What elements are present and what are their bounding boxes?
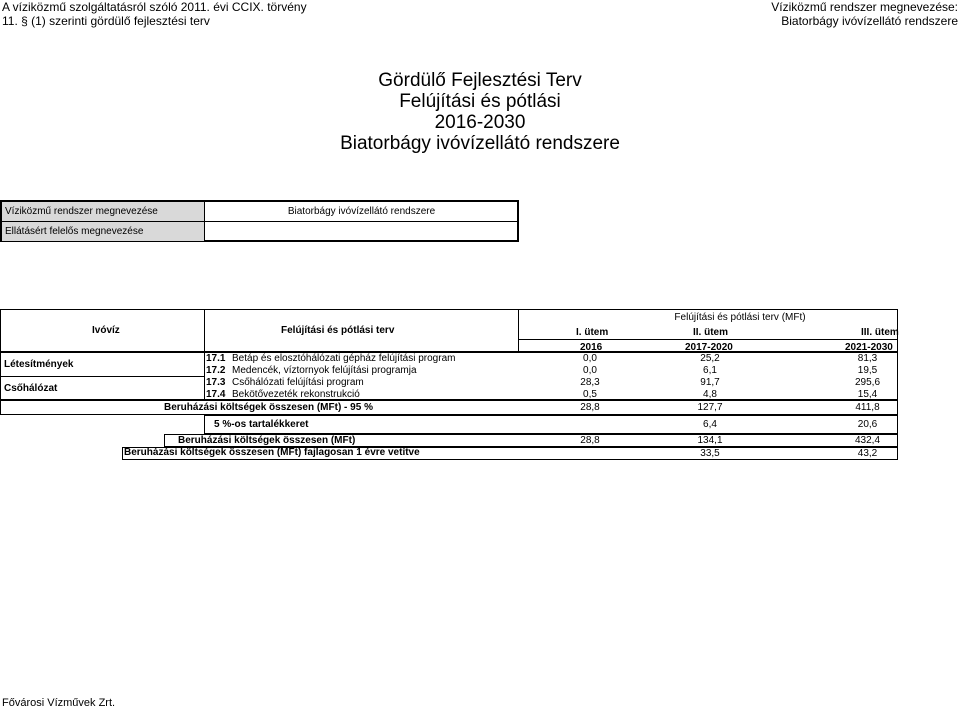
legal-reference	[2, 0, 307, 28]
annual-2021-2030: 43,2	[857, 448, 878, 459]
phase-2: II. ütem	[693, 327, 729, 338]
annual-2017-2020: 33,5	[700, 448, 720, 459]
reserve-2021-2030: 20,6	[857, 419, 878, 430]
title-line4: Biatorbágy ivóvízellátó rendszere	[340, 133, 620, 154]
item-value-2017-2020: 91,7	[700, 377, 720, 388]
system-reference-line2: Biatorbágy ivóvízellátó rendszere	[781, 14, 958, 28]
year-1: 2016	[580, 342, 603, 353]
item-divider	[204, 352, 205, 400]
year-row-line	[518, 339, 898, 340]
category-facilities: Létesítmények	[4, 359, 74, 370]
page-title	[0, 70, 960, 154]
info-table	[0, 200, 519, 242]
category-divider	[0, 376, 204, 377]
item-value-2021-2030: 19,5	[857, 365, 878, 376]
item-value-2017-2020: 4,8	[703, 389, 717, 400]
system-name-label: Víziközmű rendszer megnevezése	[2, 202, 205, 221]
item-value-2017-2020: 6,1	[703, 365, 717, 376]
header-divider-2	[518, 309, 519, 352]
year-3: 2021-2030	[845, 342, 893, 353]
legal-reference-line2: 11. § (1) szerinti gördülő fejlesztési terv	[2, 14, 210, 28]
total-2017-2020: 134,1	[697, 435, 723, 446]
item-name: Bekötővezeték rekonstrukció	[232, 389, 360, 400]
subtotal-2016: 28,8	[580, 402, 600, 413]
total-label: Beruházási költségek összesen (MFt)	[178, 435, 356, 446]
item-name: Medencék, víztornyok felújítási programja	[232, 365, 417, 376]
subtotal-label: Beruházási költségek összesen (MFt) - 95 %	[164, 402, 373, 413]
column-water: Ivóvíz	[92, 325, 120, 336]
info-row-responsible	[2, 222, 517, 241]
system-name-value: Biatorbágy ivóvízellátó rendszere	[287, 206, 436, 217]
item-value-2016: 0,0	[583, 365, 597, 376]
total-2016: 28,8	[580, 435, 600, 446]
phase-1: I. ütem	[576, 327, 609, 338]
annual-label: Beruházási költségek összesen (MFt) fajlagosan 1 évre vetítve	[124, 447, 420, 458]
item-value-2016: 0,0	[583, 353, 597, 364]
item-value-2021-2030: 81,3	[857, 353, 878, 364]
reserve-2017-2020: 6,4	[703, 419, 717, 430]
item-value-2021-2030: 295,6	[854, 377, 881, 388]
item-name: Csőhálózati felújítási program	[232, 377, 364, 388]
subtotal-2017-2020: 127,7	[697, 402, 723, 413]
column-plan: Felújítási és pótlási terv	[281, 325, 395, 336]
item-value-2021-2030: 15,4	[857, 389, 878, 400]
legal-reference-line1: A víziközmű szolgáltatásról szóló 2011. évi CCIX. törvény	[2, 0, 307, 14]
reserve-label: 5 %-os tartalékkeret	[214, 419, 309, 430]
title-line3: 2016-2030	[434, 112, 526, 133]
year-2: 2017-2020	[685, 342, 733, 353]
column-group-header: Felújítási és pótlási terv (MFt)	[674, 312, 806, 323]
header-divider	[204, 309, 205, 352]
responsible-value	[206, 222, 517, 241]
subtotal-2021-2030: 411,8	[855, 402, 880, 413]
footer-company: Fővárosi Vízművek Zrt.	[2, 697, 116, 709]
title-line1: Gördülő Fejlesztési Terv	[378, 70, 582, 91]
category-network: Csőhálózat	[4, 383, 58, 394]
item-code: 17.4	[206, 389, 226, 400]
system-reference-line1: Víziközmű rendszer megnevezése:	[771, 0, 958, 14]
item-code: 17.2	[206, 365, 226, 376]
item-name: Betáp és elosztóhálózati gépház felújítási program	[232, 353, 456, 364]
item-value-2017-2020: 25,2	[700, 353, 720, 364]
system-reference	[771, 0, 958, 28]
item-code: 17.3	[206, 377, 226, 388]
subtotal-frame	[0, 400, 898, 415]
title-line2: Felújítási és pótlási	[399, 91, 561, 112]
total-2021-2030: 432,4	[854, 435, 881, 446]
phase-3: III. ütem	[861, 327, 899, 338]
item-value-2016: 28,3	[580, 377, 600, 388]
responsible-label: Ellátásért felelős megnevezése	[2, 222, 205, 241]
item-value-2016: 0,5	[583, 389, 597, 400]
item-code: 17.1	[206, 353, 226, 364]
info-row-system	[2, 202, 517, 222]
